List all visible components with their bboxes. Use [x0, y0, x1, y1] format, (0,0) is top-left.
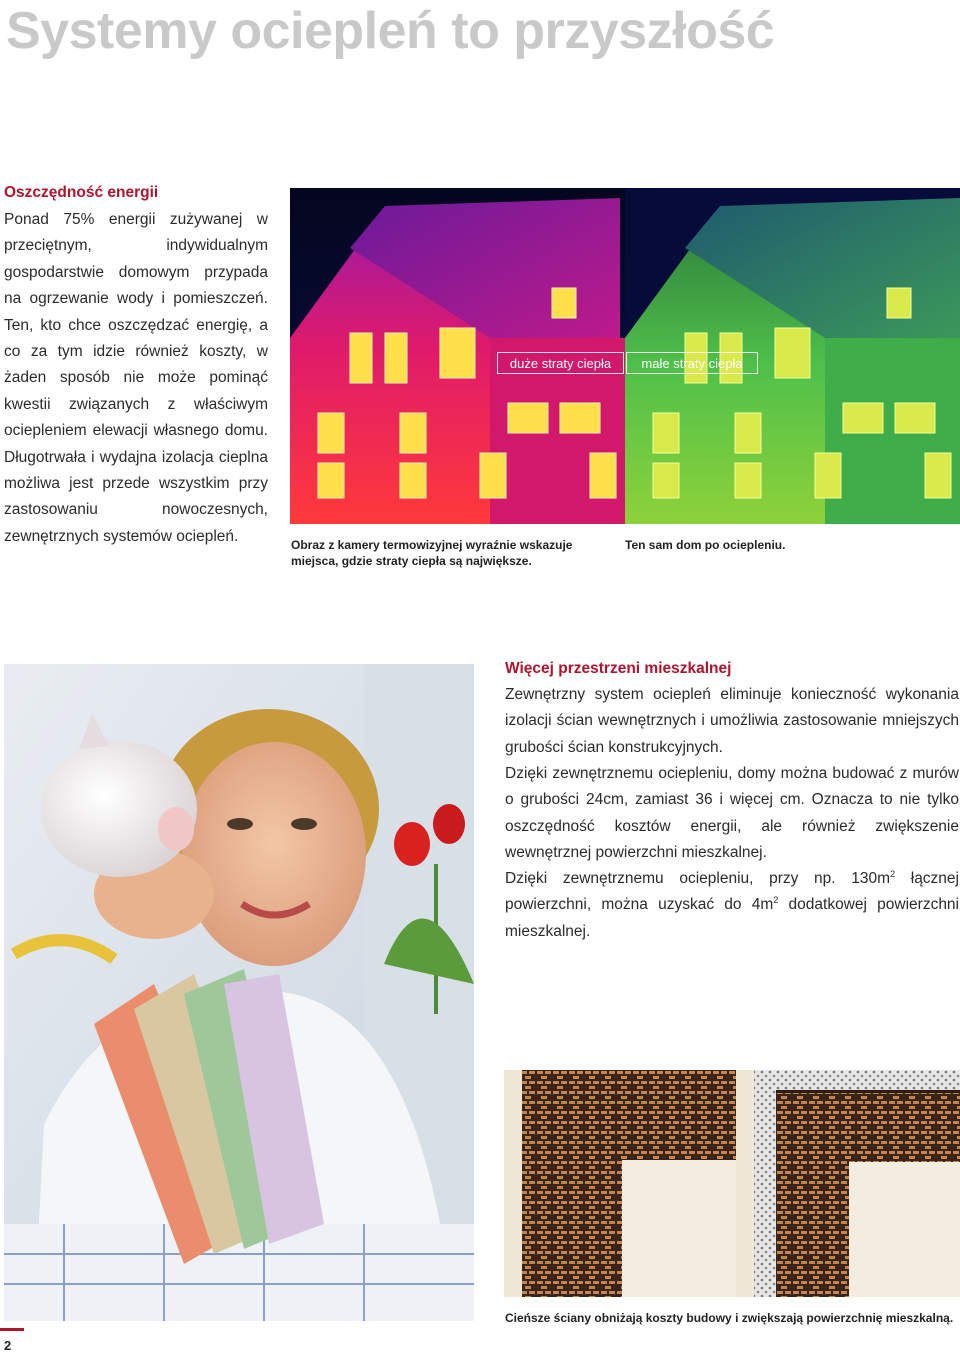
- page-number-marker: [0, 1328, 24, 1331]
- thermal-caption-right: Ten sam dom po ociepleniu.: [625, 538, 786, 552]
- space-paragraph-2: Dzięki zewnętrznemu ociepleniu, domy można budować z murów o grubości 24cm, zamiast 36 i więcej cm. Oznacza to nie tylko oszczędność kosztów energii, ale również zwiększenie wewnętrznej powierzchni mieszkalnej.: [505, 765, 959, 862]
- label-low-heat-loss: małe straty ciepła: [626, 352, 758, 374]
- thermal-caption-left: Obraz z kamery termowizyjnej wyraźnie wskazuje miejsca, gdzie straty ciepła są największe.: [291, 538, 573, 568]
- wall-cross-section-diagram: [504, 1070, 960, 1297]
- savings-body: Ponad 75% energii zużywanej w przeciętnym, indywidualnym gospodarstwie domowym przypada na ogrzewanie wody i pomieszczeń. Ten, kto chce oszczędzać energię, a co za tym idzie również koszty, w żaden sposób nie może pominąć kwestii związanych z właściwym ociepleniem elewacji własnego domu. Długotrwała i wydajna izolacja cieplna możliwa jest przede wszystkim przy zastosowaniu nowoczesnych, zewnętrznych systemów ociepleń.: [4, 211, 268, 545]
- walls-caption: Cieńsze ściany obniżają koszty budowy i zwiększają powierzchnię mieszkalną.: [505, 1311, 954, 1325]
- space-paragraph-1: Zewnętrzny system ociepleń eliminuje konieczność wykonania izolacji ścian wewnętrznych i umożliwia zastosowanie mniejszych grubości ścian konstrukcyjnych.: [505, 686, 959, 756]
- savings-heading: Oszczędność energii: [4, 184, 159, 201]
- p3-superscript-2: 2: [773, 895, 779, 906]
- thermal-image: [290, 188, 960, 524]
- p3-part-b: łącznej powierzchni, można uzyskać do 4m: [505, 870, 959, 914]
- p3-part-c: dodatkowej powierzchni mieszkalnej.: [505, 896, 959, 940]
- woman-piggy-bank-photo: [4, 664, 474, 1321]
- space-heading: Więcej przestrzeni mieszkalnej: [505, 660, 732, 677]
- p3-part-a: Dzięki zewnętrznemu ociepleniu, przy np. 130m: [505, 870, 891, 887]
- label-high-heat-loss: duże straty ciepła: [497, 352, 624, 374]
- space-paragraph-3: [505, 866, 959, 945]
- page-number: 2: [4, 1338, 12, 1353]
- p3-superscript-1: 2: [890, 869, 896, 879]
- page-title: Systemy ociepleń to przyszłość: [6, 2, 775, 60]
